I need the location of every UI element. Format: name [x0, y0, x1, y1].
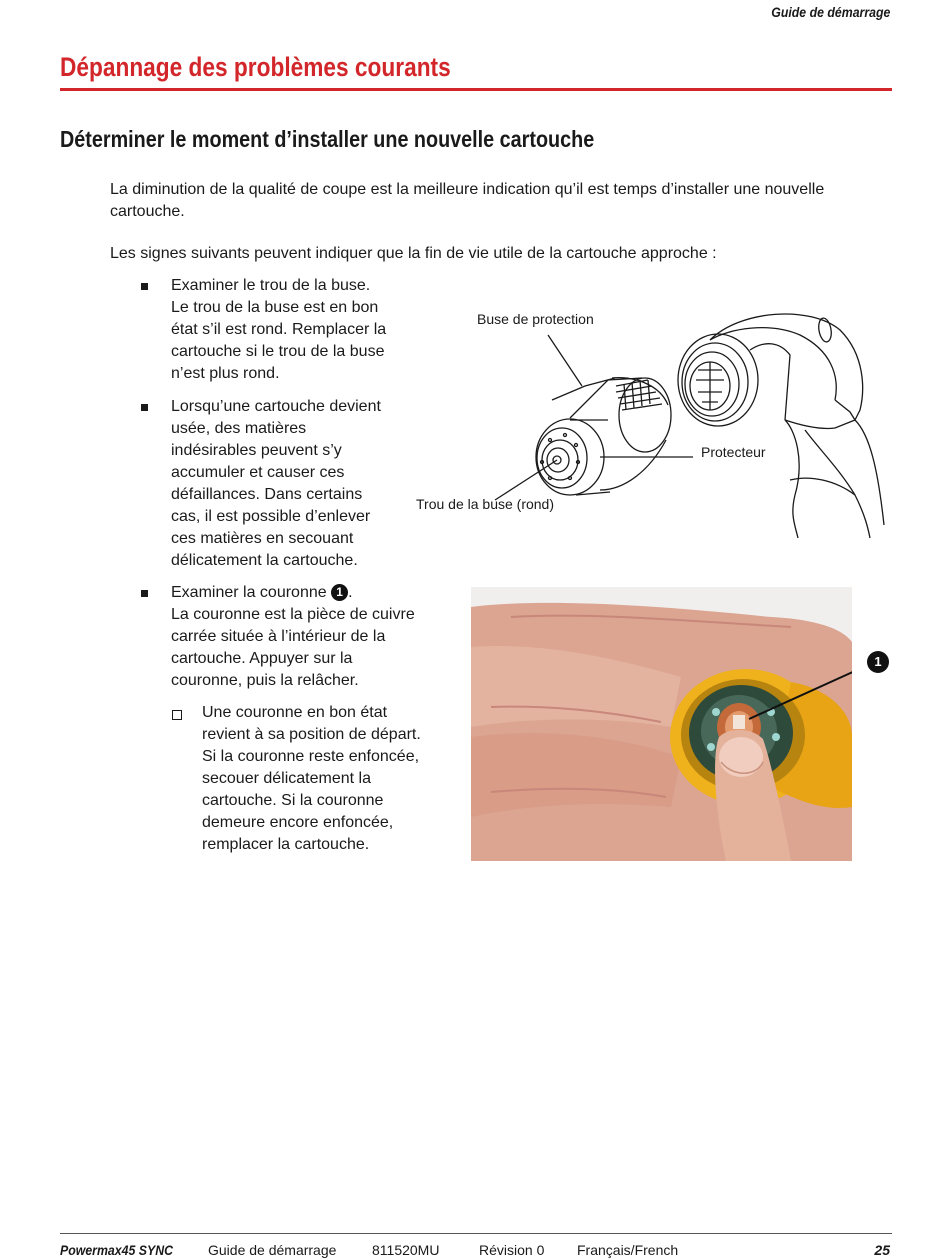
bullet-1-line: n’est plus rond. — [171, 365, 280, 382]
sub-bullet — [202, 702, 462, 856]
photo-illustration — [471, 587, 852, 861]
bullet-2-line: indésirables peuvent s’y — [171, 442, 342, 459]
bullet-2-line: ces matières en secouant — [171, 530, 354, 547]
bullet-3-first-text: Examiner la couronne — [171, 584, 327, 601]
bracket-shield — [552, 378, 615, 400]
bullet-2-line: usée, des matières — [171, 420, 307, 437]
bullet-1-line: état s’il est rond. Remplacer la — [171, 321, 387, 338]
footer-part-number: 811520MU — [372, 1242, 440, 1258]
sub-bullet-line: revient à sa position de départ. — [202, 726, 421, 743]
bullet-3-first-line — [171, 582, 461, 604]
section-title: Déterminer le moment d’installer une nouvelle cartouche — [60, 126, 595, 152]
sub-bullet-line: Si la couronne reste enfoncée, — [202, 748, 420, 765]
footer-revision: Révision 0 — [479, 1242, 545, 1258]
label-nozzle-hole: Trou de la buse (rond) — [416, 496, 554, 512]
sub-bullet-line: demeure encore enfoncée, — [202, 814, 394, 831]
label-protector: Protecteur — [701, 444, 766, 460]
footer-product: Powermax45 SYNC — [60, 1242, 173, 1258]
bullet-marker — [141, 404, 148, 411]
callout-1-icon: 1 — [331, 584, 348, 601]
leader-shield — [548, 335, 582, 386]
title-rule — [60, 88, 892, 91]
bullet-1-line: Examiner le trou de la buse. — [171, 277, 371, 294]
cartridge-drawing — [536, 378, 671, 495]
bullet-3-line: cartouche. Appuyer sur la — [171, 650, 353, 667]
sub-bullet-line: Une couronne en bon état — [202, 704, 388, 721]
bullet-2-line: accumuler et causer ces — [171, 464, 345, 481]
bullet-2 — [171, 396, 431, 572]
footer-rule — [60, 1233, 892, 1234]
bullet-3-punct: . — [348, 584, 353, 601]
sub-bullet-line: remplacer la cartouche. — [202, 836, 370, 853]
running-header: Guide de démarrage — [770, 4, 890, 20]
label-shield: Buse de protection — [477, 311, 594, 327]
sub-bullet-line: secouer délicatement la — [202, 770, 371, 787]
bullet-1-line: Le trou de la buse est en bon — [171, 299, 379, 316]
torch-head-drawing — [678, 314, 884, 538]
bullet-3-line: La couronne est la pièce de cuivre — [171, 606, 415, 623]
bullet-2-line: défaillances. Dans certains — [171, 486, 363, 503]
photo-callout-1-icon: 1 — [867, 651, 889, 673]
bullet-1 — [171, 275, 431, 385]
sub-bullet-line: cartouche. Si la couronne — [202, 792, 384, 809]
footer-language: Français/French — [577, 1242, 679, 1258]
bullet-marker — [141, 590, 148, 597]
chapter-title: Dépannage des problèmes courants — [60, 52, 451, 82]
photo-hand-cartridge — [471, 587, 852, 861]
bullet-2-line: cas, il est possible d’enlever — [171, 508, 371, 525]
bullet-2-line: Lorsqu’une cartouche devient — [171, 398, 381, 415]
intro-paragraph-1: La diminution de la qualité de coupe est la meilleure indication qu’il est temps d’installer une nouvelle cartouche. — [110, 181, 825, 220]
bullet-3-line: couronne, puis la relâcher. — [171, 672, 359, 689]
bullet-1-line: cartouche si le trou de la buse — [171, 343, 385, 360]
intro-paragraph-2: Les signes suivants peuvent indiquer que la fin de vie utile de la cartouche approche : — [110, 245, 717, 262]
footer-doc: Guide de démarrage — [208, 1242, 337, 1258]
bullet-2-line: délicatement la cartouche. — [171, 552, 358, 569]
sub-bullet-marker — [172, 710, 182, 720]
leader-nozzle-hole — [495, 460, 557, 500]
cartridge-diagram — [410, 300, 900, 550]
bullet-3-line: carrée située à l’intérieur de la — [171, 628, 386, 645]
bullet-3 — [171, 582, 461, 692]
bullet-marker — [141, 283, 148, 290]
page-number: 25 — [874, 1242, 890, 1258]
